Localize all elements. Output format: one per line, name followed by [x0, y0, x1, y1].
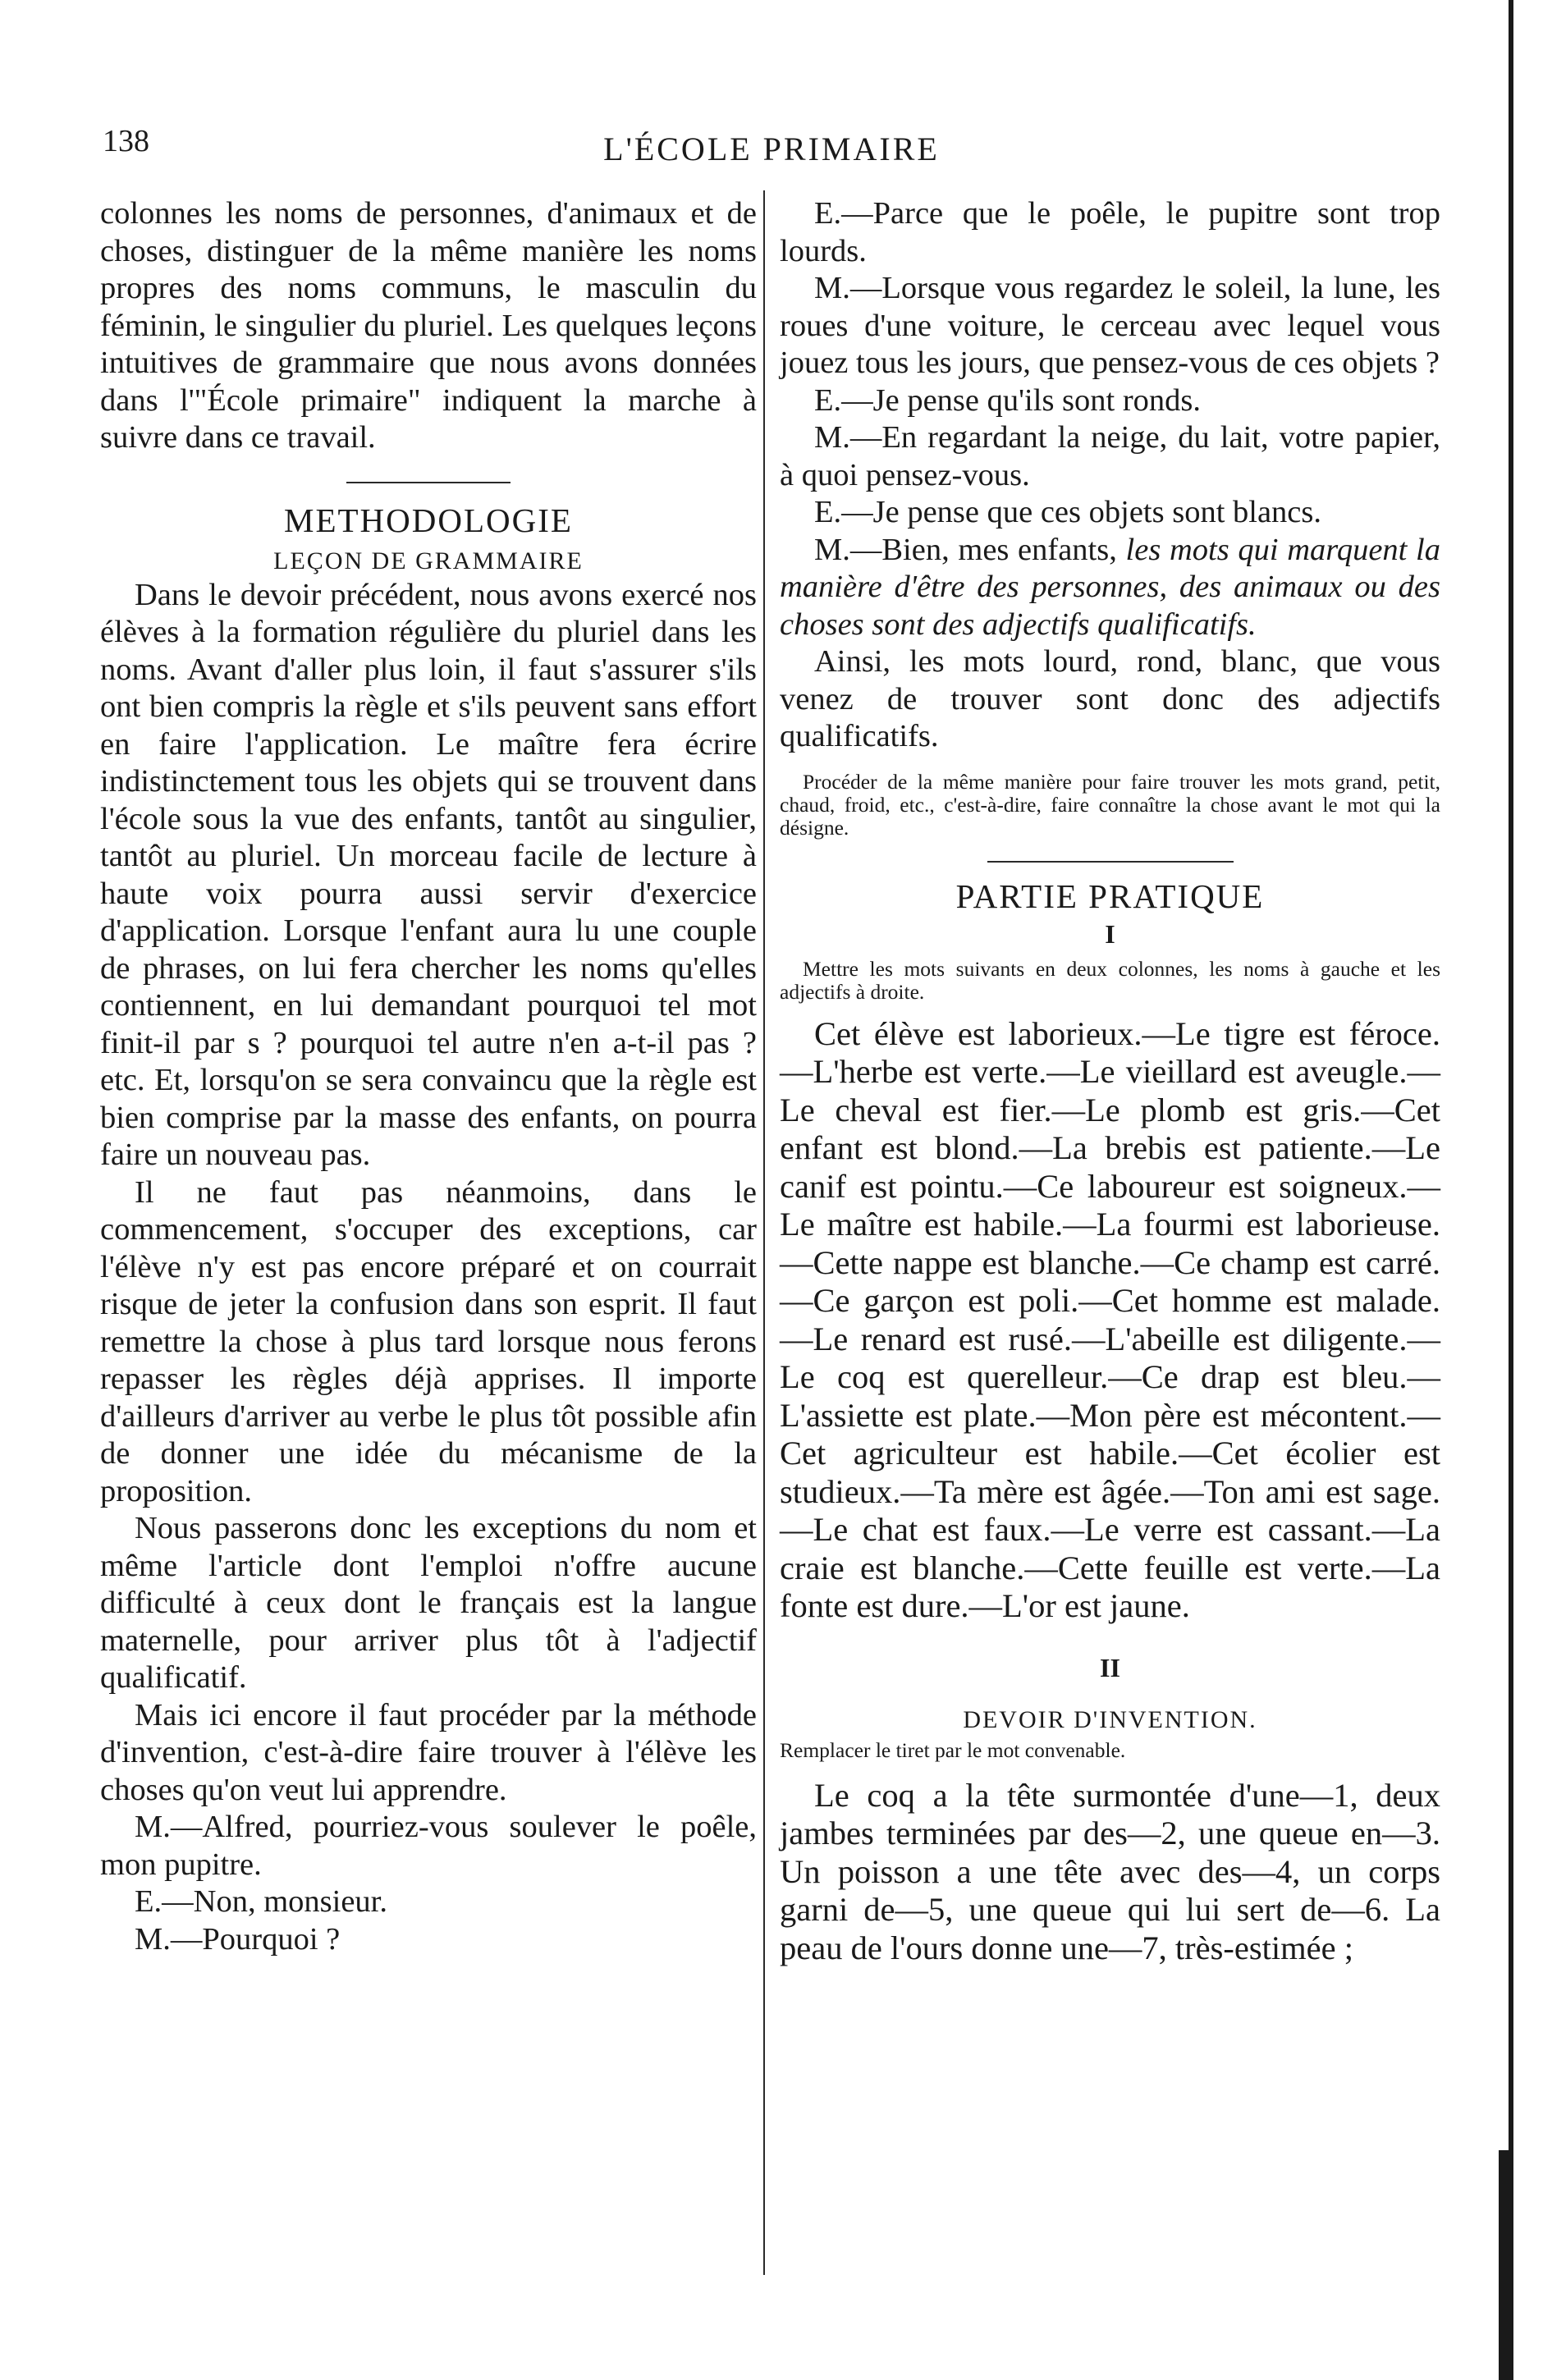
page-edge-shadow	[1509, 0, 1513, 2380]
lesson-title: LEÇON DE GRAMMAIRE	[273, 547, 584, 574]
dialogue-line	[780, 532, 1440, 644]
page-edge-shadow-bottom	[1499, 2150, 1512, 2380]
exercise-instruction: Remplacer le tiret par le mot convenable.	[780, 1737, 1126, 1762]
dialogue-line: M.—Alfred, pourriez-vous soulever le poêle, mon pupitre.	[100, 1810, 757, 1882]
dialogue-line: M.—En regardant la neige, du lait, votre papier, à quoi pensez-vous.	[780, 420, 1440, 492]
dialogue-line: M.—Lorsque vous regardez le soleil, la lune, les roues d'une voiture, le cerceau avec lequel vous jouez tous les jours, que pensez-vous de ces objets ?	[780, 271, 1440, 380]
paragraph: Mais ici encore il faut procéder par la méthode d'invention, c'est-à-dire faire trouver à l'élève les choses qu'on veut lui apprendre.	[100, 1697, 757, 1807]
paragraph: Ainsi, les mots lourd, rond, blanc, que vous venez de trouver sont donc des adjectifs qualificatifs.	[780, 644, 1440, 753]
column-divider	[763, 190, 765, 2275]
right-column	[780, 195, 1440, 1967]
dialogue-line: E.—Parce que le poêle, le pupitre sont trop lourds.	[780, 196, 1440, 268]
exercise-title: DEVOIR D'INVENTION.	[963, 1705, 1257, 1733]
paragraph: Il ne faut pas néanmoins, dans le commencement, s'occuper des exceptions, car l'élève n'y est pas encore préparé et on courrait risque de jeter la confusion dans son esprit. Il faut remettre la chose à plus tard lorsque nous ferons repasser les règles déjà apprises. Il importe d'ailleurs d'arriver au verbe le plus tôt possible afin de donner une idée du mécanisme de la proposition.	[100, 1174, 757, 1508]
paragraph: Nous passerons donc les exceptions du nom et même l'article dont l'emploi n'offre aucune difficulté à ceux dont le français est la langue maternelle, pour arriver plus tôt à l'adjectif qualificatif.	[100, 1511, 757, 1695]
running-title: L'ÉCOLE PRIMAIRE	[603, 130, 940, 167]
section-title-partie-pratique: PARTIE PRATIQUE	[955, 876, 1265, 915]
paragraph: Dans le devoir précédent, nous avons exercé nos élèves à la formation régulière du pluriel dans les noms. Avant d'aller plus loin, il faut s'assurer s'ils ont bien compris la règle et s'ils peuvent sans effort en faire l'application. Le maître fera écrire indistinctement tous les objets qui se trouvent dans l'école sous la vue des enfants, tantôt au singulier, tantôt au pluriel. Un morceau facile de lecture à haute voix pourra aussi servir d'exercice d'application. Lorsque l'enfant aura lu une couple de phrases, on lui fera chercher les noms qu'elles contiennent, en lui demandant pourquoi tel mot finit-il par s ? pourquoi tel autre n'en a-t-il pas ? etc. Et, lorsqu'on se sera convaincu que la règle est bien comprise par la masse des enfants, on pourra faire un nouveau pas.	[100, 577, 757, 1172]
paragraph: colonnes les noms de personnes, d'animaux et de choses, distinguer de la même manière les noms propres des noms communs, le masculin du féminin, le singulier du pluriel. Les quelques leçons intuitives de grammaire que nous avons données dans l'"École primaire" indiquent la marche à suivre dans ce travail.	[100, 196, 757, 455]
page-number: 138	[103, 124, 149, 158]
page-header	[103, 123, 1440, 172]
exercise-number: I	[1105, 918, 1115, 949]
dialogue-line: M.—Pourquoi ?	[135, 1921, 341, 1957]
exercise-number: II	[1100, 1652, 1120, 1682]
dialogue-line: E.—Je pense qu'ils sont ronds.	[814, 382, 1202, 418]
left-column	[100, 195, 757, 1958]
dialogue-line: E.—Non, monsieur.	[135, 1884, 387, 1919]
definition-text: les mots qui marquent la manière d'être des personnes, des animaux ou des choses sont des adjectifs qualificatifs.	[780, 532, 1440, 642]
dialogue-line: E.—Je pense que ces objets sont blancs.	[814, 495, 1321, 529]
exercise-text: Le coq a la tête surmontée d'une—1, deux jambes terminées par des—2, une queue en—3. Un poisson a une tête avec des—4, un corps garni de—5, une queue qui lui sert de—6. La peau de l'ours donne une—7, très-estimée ;	[780, 1776, 1440, 1966]
exercise-text: Cet élève est laborieux.—Le tigre est féroce.—L'herbe est verte.—Le vieillard est aveugle.—Le cheval est fier.—Le plomb est gris.—Cet enfant est blond.—La brebis est patiente.—Le canif est pointu.—Ce laboureur est soigneux.—Le maître est habile.—La fourmi est laborieuse.—Cette nappe est blanche.—Ce champ est carré.—Ce garçon est poli.—Cet homme est malade.—Le renard est rusé.—L'abeille est diligente.—Le coq est querelleur.—Ce drap est bleu.—L'assiette est plate.—Mon père est mécontent.—Cet agriculteur est habile.—Cet écolier est studieux.—Ta mère est âgée.—Ton ami est sage.—Le chat est faux.—Le verre est cassant.—La craie est blanche.—Cette feuille est verte.—La fonte est dure.—L'or est jaune.	[780, 1014, 1440, 1624]
dialogue-text: M.—Bien, mes enfants,	[814, 532, 1126, 567]
section-title-methodologie: METHODOLOGIE	[284, 501, 573, 539]
exercise-instruction: Mettre les mots suivants en deux colonnes, les noms à gauche et les adjectifs à droite.	[780, 956, 1440, 1004]
teacher-note: Procéder de la même manière pour faire trouver les mots grand, petit, chaud, froid, etc., c'est-à-dire, faire connaître la chose avant le mot qui la désigne.	[780, 769, 1440, 840]
